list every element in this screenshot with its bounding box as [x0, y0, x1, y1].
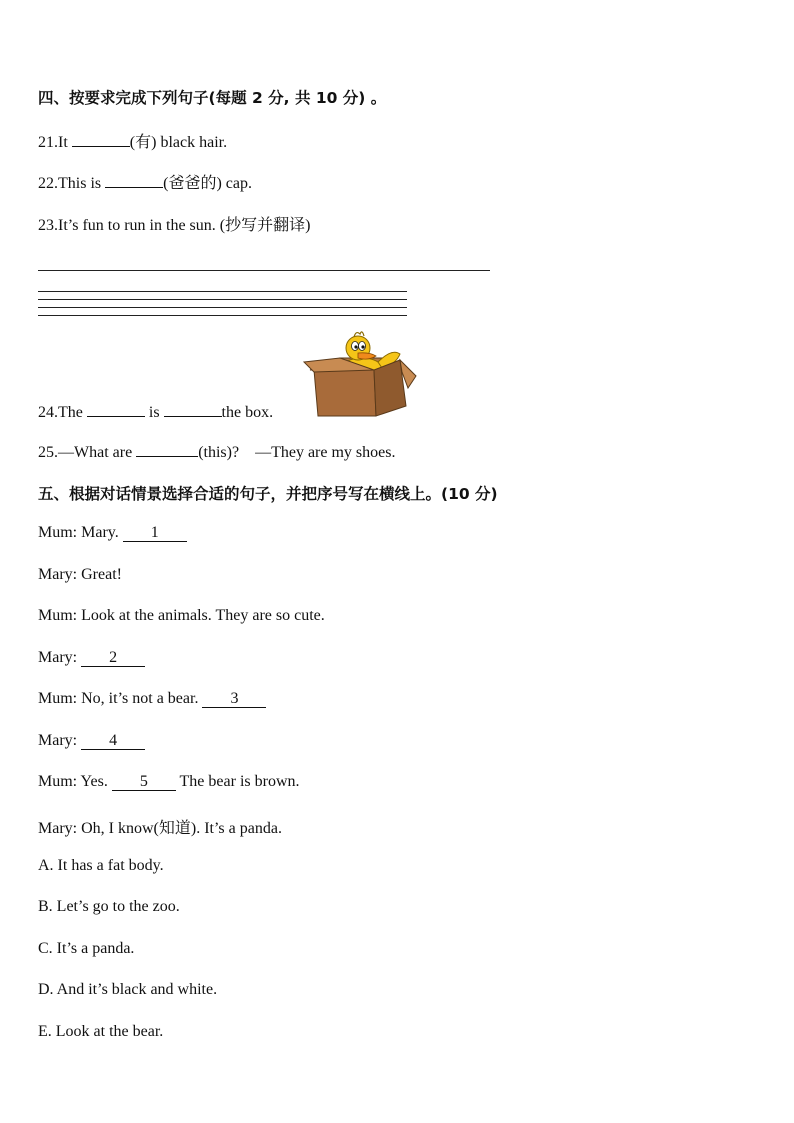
- answer-blank-4[interactable]: 4: [81, 733, 145, 750]
- question-number: 23.: [38, 217, 58, 234]
- question-answer-line: —They are my shoes.: [255, 444, 396, 461]
- dialogue-text-after: The bear is brown.: [179, 773, 300, 790]
- answer-blank-3[interactable]: 3: [202, 691, 266, 708]
- question-text: It: [58, 134, 68, 151]
- question-text: This is: [58, 175, 102, 192]
- question-text: It’s fun to run in the sun. (抄写并翻译): [58, 217, 311, 234]
- dialogue-text: Oh, I know(知道). It’s a panda.: [81, 820, 282, 837]
- speaker: Mum:: [38, 524, 78, 541]
- section-5-heading: 五、根据对话情景选择合适的句子，并把序号写在横线上。(10 分): [38, 485, 498, 503]
- question-hint: (有) black hair.: [129, 134, 228, 151]
- dialogue-line-5: [38, 690, 266, 708]
- answer-blank-5[interactable]: 5: [112, 774, 176, 791]
- dialogue-line-2: [38, 566, 122, 584]
- dialogue-line-1: [38, 524, 187, 542]
- question-text: The: [58, 404, 83, 421]
- answer-blank-2[interactable]: 2: [81, 650, 145, 667]
- question-number: 21.: [38, 134, 58, 151]
- option-c: C. It’s a panda.: [38, 940, 135, 957]
- answer-blank-2[interactable]: [164, 401, 222, 417]
- answer-blank-1[interactable]: 1: [123, 525, 187, 542]
- dialogue-line-4: [38, 649, 145, 667]
- dialogue-line-6: [38, 732, 145, 750]
- question-text-mid: is: [148, 404, 160, 421]
- speaker: Mary:: [38, 566, 78, 583]
- dialogue-text: No, it’s not a bear.: [81, 690, 199, 707]
- speaker: Mary:: [38, 820, 78, 837]
- answer-blank[interactable]: [136, 441, 198, 457]
- question-23: [38, 212, 310, 235]
- dialogue-text: Look at the animals. They are so cute.: [81, 607, 325, 624]
- dialogue-text: Yes.: [80, 773, 108, 790]
- copy-line[interactable]: [38, 270, 490, 271]
- question-21: [38, 129, 227, 152]
- option-d: D. And it’s black and white.: [38, 981, 218, 998]
- writing-line-1[interactable]: [38, 291, 407, 292]
- answer-blank[interactable]: [105, 172, 163, 188]
- question-hint: (爸爸的) cap.: [163, 175, 252, 192]
- speaker: Mum:: [38, 773, 78, 790]
- question-text: —What are: [58, 444, 133, 461]
- answer-blank-1[interactable]: [87, 401, 145, 417]
- question-number: 24.: [38, 404, 58, 421]
- dialogue-text: Great!: [81, 566, 122, 583]
- writing-line-2[interactable]: [38, 299, 407, 300]
- question-hint: (this)?: [198, 444, 240, 461]
- speaker: Mum:: [38, 690, 78, 707]
- speaker: Mary:: [38, 649, 78, 666]
- question-24: [38, 401, 273, 422]
- speaker: Mary:: [38, 732, 78, 749]
- question-22: [38, 170, 252, 193]
- dialogue-line-3: [38, 607, 325, 625]
- dialogue-line-7: [38, 773, 300, 791]
- option-a: A. It has a fat body.: [38, 857, 164, 874]
- question-25: [38, 441, 395, 462]
- question-text-post: the box.: [221, 404, 274, 421]
- section-4-heading: 四、按要求完成下列句子(每题 2 分, 共 10 分) 。: [38, 89, 387, 107]
- option-b: B. Let’s go to the zoo.: [38, 898, 180, 915]
- question-number: 25.: [38, 444, 58, 461]
- answer-blank[interactable]: [72, 131, 130, 147]
- speaker: Mum:: [38, 607, 78, 624]
- question-number: 22.: [38, 175, 58, 192]
- dialogue-text: Mary.: [81, 524, 119, 541]
- writing-line-4[interactable]: [38, 315, 407, 316]
- duck-in-box-picture: [300, 328, 418, 420]
- option-e: E. Look at the bear.: [38, 1023, 164, 1040]
- dialogue-line-8: [38, 815, 282, 838]
- writing-line-3[interactable]: [38, 307, 407, 308]
